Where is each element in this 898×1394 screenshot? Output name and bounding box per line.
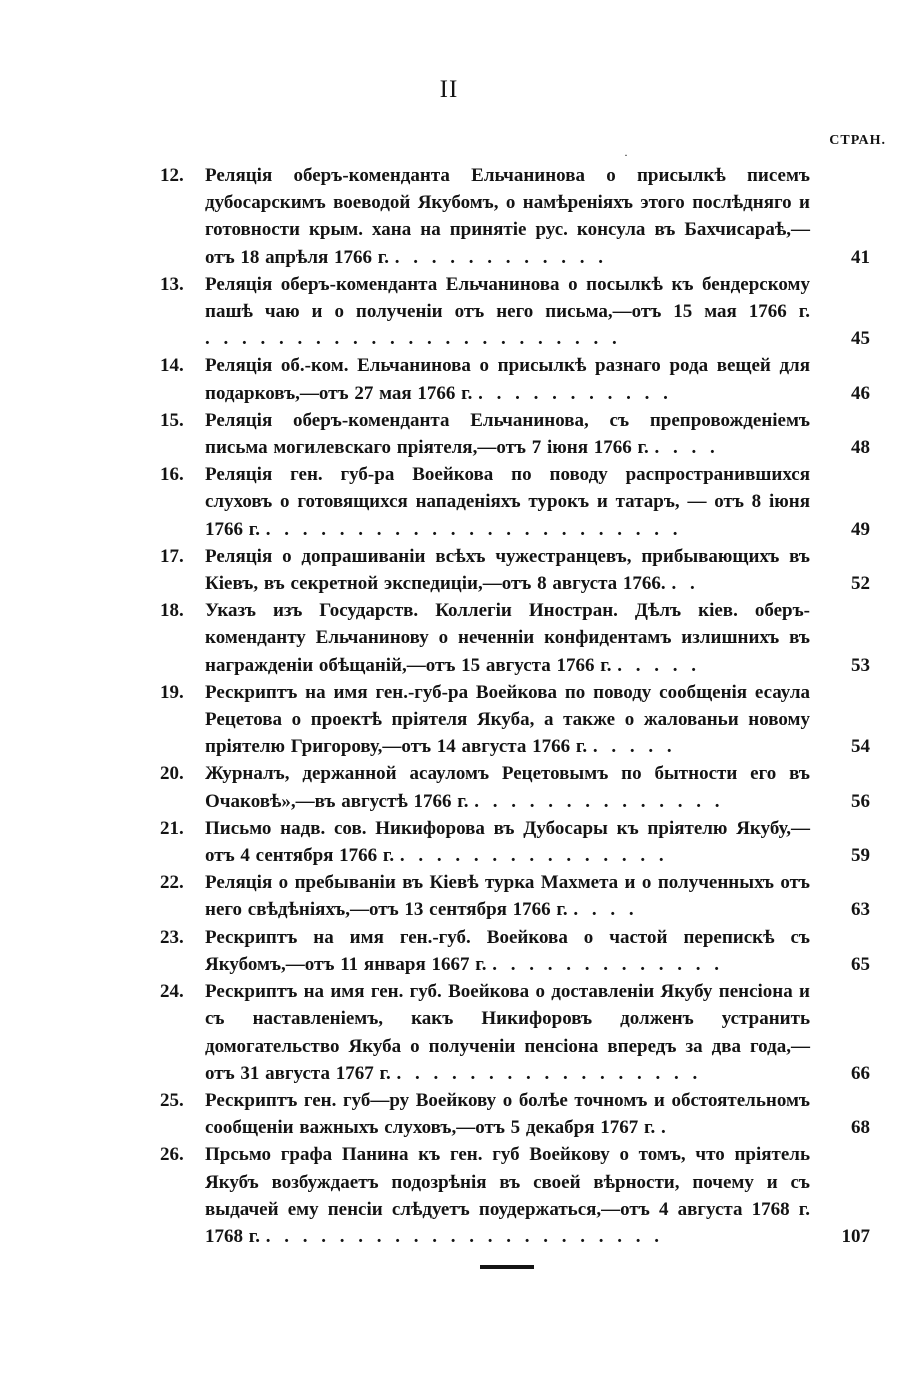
page-number: II (439, 76, 459, 103)
entry-title: Реляція оберъ-коменданта Ельчанинова, съ препровожденіемъ письма могилевскаго пріятеля,—отъ 7 іюня 1766 г. . . . . (205, 409, 810, 459)
entry-number: 19. (160, 681, 184, 703)
entry-page-number: 52 (851, 573, 870, 595)
entry-number: 26. (160, 1144, 184, 1166)
column-header-pages: СТРАН. (829, 133, 886, 148)
entry-title: Реляція ген. губ-ра Воейкова по поводу распространившихся слуховъ о готовящихся нападеніяхъ турокъ и татаръ, — отъ 8 іюня 1766 г. . . . . . . . . . . . . . . . . . . . . . . . (205, 464, 810, 540)
entry-number: 22. (160, 872, 184, 894)
toc-entry (160, 597, 872, 679)
entry-title: Указъ изъ Государств. Коллегіи Иностран. Дѣлъ кіев. оберъ-коменданту Ельчанинову о неченніи конфидентамъ излишнихъ въ награжденіи обѣщаній,—отъ 15 августа 1766 г. . . . . . (205, 600, 810, 676)
entry-title: Реляція о допрашиваніи всѣхъ чужестранцевъ, прибывающихъ въ Кіевъ, въ секретной экспедиціи,—отъ 8 августа 1766. . . (205, 545, 810, 595)
toc-entry (160, 978, 872, 1087)
entry-title: Реляція о пребываніи въ Кіевѣ турка Махмета и о полученныхъ отъ него свѣдѣніяхъ,—отъ 13 сентября 1766 г. . . . . (205, 872, 810, 921)
entry-number: 13. (160, 273, 184, 295)
entry-title: Рескриптъ на имя ген.-губ-ра Воейкова по поводу сообщенія есаула Рецетова о проектѣ пріятеля Якуба, а также о жалованьи новому пріятелю Григорову,—отъ 14 августа 1766 г. . . . . . (205, 681, 810, 758)
entry-number: 21. (160, 817, 184, 839)
entry-number: 25. (160, 1089, 184, 1111)
entry-number: 18. (160, 600, 184, 622)
entry-title: Письмо надв. сов. Никифорова въ Дубосары къ пріятелю Якубу,—отъ 4 сентября 1766 г. . . . . . . . . . . . . . . . (205, 817, 810, 867)
toc-entry (160, 679, 872, 761)
toc-entry (160, 869, 872, 923)
entry-number: 17. (160, 545, 184, 567)
entry-title: Прсьмо графа Панина къ ген. губ Воейкову о томъ, что пріятель Якубъ возбуждаетъ подозрѣнія въ своей вѣрности, почему и съ выдачей ему пенсіи слѣдуетъ поудержаться,—отъ 4 августа 1768 г. 1768 г. . . . . . . . . . . . . . . . . . . . . . . (205, 1144, 810, 1247)
entry-page-number: 68 (851, 1117, 870, 1139)
entry-page-number: 66 (851, 1062, 870, 1084)
entry-number: 20. (160, 763, 184, 785)
entry-number: 23. (160, 926, 184, 948)
end-rule (480, 1265, 534, 1269)
toc-entry (160, 162, 872, 271)
entry-page-number: 56 (851, 790, 870, 812)
toc-entry (160, 543, 872, 597)
entry-number: 12. (160, 165, 184, 186)
entry-title: Рескриптъ на имя ген.-губ. Воейкова о частой перепискѣ съ Якубомъ,—отъ 11 января 1667 г. . . . . . . . . . . . . . (205, 926, 810, 975)
entry-title: Журналъ, держанной асауломъ Рецетовымъ по бытности его въ Очаковѣ»,—въ августѣ 1766 г. . . . . . . . . . . . . . . (205, 763, 810, 812)
entry-title: Реляція оберъ-коменданта Ельчанинова о присылкѣ писемъ дубосарскимъ воеводой Якубомъ, о намѣреніяхъ этого послѣдняго и готовности крым. хана на принятіе рус. консула въ Бахчисараѣ,—отъ 18 апрѣля 1766 г. . . . . . . . . . . . . (205, 165, 810, 268)
entry-number: 16. (160, 464, 184, 486)
entry-page-number: 59 (851, 845, 870, 867)
toc-entry (160, 924, 872, 978)
toc-entry (160, 271, 872, 353)
entry-number: 24. (160, 981, 184, 1003)
print-speck: · (624, 148, 628, 162)
entry-page-number: 107 (841, 1225, 870, 1247)
toc-entry (160, 461, 872, 543)
entry-title: Рескриптъ на имя ген. губ. Воейкова о доставленіи Якубу пенсіона и съ наставленіемъ, какъ Никифоровъ долженъ устранить домогательство Якуба о полученіи пенсіона впередъ за два года,—отъ 31 августа 1767 г. . . . . . . . . . . . . . . . . . (205, 981, 810, 1084)
toc-entry (160, 407, 872, 461)
toc-entry (160, 1141, 872, 1250)
table-of-contents (160, 162, 872, 1250)
entry-title: Реляція оберъ-коменданта Ельчанинова о посылкѣ къ бендерскому пашѣ чаю и о полученіи отъ него письма,—отъ 15 мая 1766 г. . . . . . . . . . . . . . . . . . . . . . . . (205, 273, 810, 350)
entry-page-number: 41 (851, 246, 870, 268)
entry-number: 14. (160, 355, 184, 377)
toc-entry (160, 760, 872, 814)
entry-page-number: 45 (851, 328, 870, 350)
entry-page-number: 54 (851, 736, 870, 758)
toc-entry (160, 815, 872, 869)
entry-title: Рескриптъ ген. губ—ру Воейкову о болѣе точномъ и обстоятельномъ сообщеніи важныхъ слуховъ,—отъ 5 декабря 1767 г. . (205, 1089, 810, 1139)
entry-page-number: 63 (851, 899, 870, 921)
entry-page-number: 46 (851, 382, 870, 404)
toc-entry (160, 1087, 872, 1141)
entry-page-number: 53 (851, 654, 870, 676)
entry-page-number: 49 (851, 518, 870, 540)
entry-page-number: 48 (851, 437, 870, 459)
entry-title: Реляція об.-ком. Ельчанинова о присылкѣ разнаго рода вещей для подарковъ,—отъ 27 мая 1766 г. . . . . . . . . . . . (205, 355, 810, 404)
entry-number: 15. (160, 409, 184, 431)
toc-entry (160, 352, 872, 406)
entry-page-number: 65 (851, 953, 870, 975)
